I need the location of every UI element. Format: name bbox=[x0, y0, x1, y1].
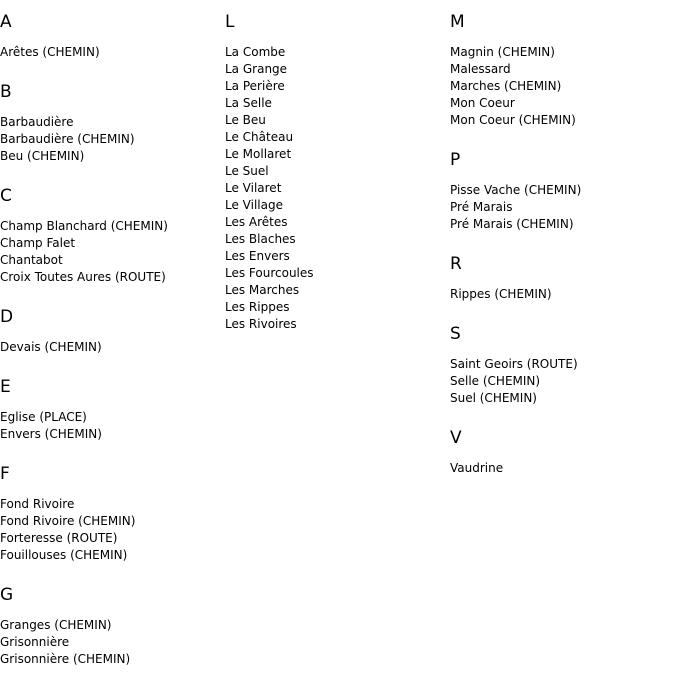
street-entry[interactable]: Le Vilaret bbox=[225, 181, 282, 195]
letter-group bbox=[0, 183, 225, 286]
street-entry[interactable]: Forteresse (ROUTE) bbox=[0, 531, 118, 545]
letter-group bbox=[225, 9, 450, 333]
letter-group bbox=[0, 374, 225, 443]
letter-heading: B bbox=[0, 82, 12, 102]
letter-heading: M bbox=[450, 12, 465, 32]
letter-group bbox=[450, 9, 675, 129]
street-entry[interactable]: Champ Falet bbox=[0, 236, 76, 250]
street-entry[interactable]: Malessard bbox=[450, 62, 511, 76]
letter-group bbox=[0, 9, 225, 61]
letter-heading: C bbox=[0, 186, 12, 206]
street-entry[interactable]: Barbaudière (CHEMIN) bbox=[0, 132, 135, 146]
street-entry[interactable]: Fouillouses (CHEMIN) bbox=[0, 548, 128, 562]
index-column-1 bbox=[0, 9, 225, 686]
street-entry[interactable]: Grisonnière bbox=[0, 635, 70, 649]
street-entry[interactable]: Le Château bbox=[225, 130, 294, 144]
street-entry[interactable]: Les Rivoires bbox=[225, 317, 297, 331]
index-column-2 bbox=[225, 9, 450, 351]
letter-heading: P bbox=[450, 150, 461, 170]
letter-heading: F bbox=[0, 464, 10, 484]
letter-heading: V bbox=[450, 428, 462, 448]
street-entry[interactable]: Arêtes (CHEMIN) bbox=[0, 45, 100, 59]
street-entry[interactable]: Croix Toutes Aures (ROUTE) bbox=[0, 270, 166, 284]
street-entry[interactable]: Mon Coeur (CHEMIN) bbox=[450, 113, 576, 127]
street-entry[interactable]: Selle (CHEMIN) bbox=[450, 374, 541, 388]
street-entry[interactable]: Les Arêtes bbox=[225, 215, 288, 229]
street-entry[interactable]: Les Marches bbox=[225, 283, 300, 297]
street-entry[interactable]: Vaudrine bbox=[450, 461, 504, 475]
street-entry[interactable]: Barbaudière bbox=[0, 115, 74, 129]
street-entry[interactable]: Eglise (PLACE) bbox=[0, 410, 87, 424]
street-entry[interactable]: La Combe bbox=[225, 45, 286, 59]
letter-group bbox=[0, 461, 225, 564]
letter-heading: A bbox=[0, 12, 12, 32]
letter-group bbox=[450, 321, 675, 407]
street-entry[interactable]: Granges (CHEMIN) bbox=[0, 618, 112, 632]
letter-heading: G bbox=[0, 585, 14, 605]
street-entry[interactable]: Fond Rivoire bbox=[0, 497, 75, 511]
street-entry[interactable]: Rippes (CHEMIN) bbox=[450, 287, 552, 301]
street-entry[interactable]: Les Rippes bbox=[225, 300, 290, 314]
letter-heading: S bbox=[450, 324, 461, 344]
street-entry[interactable]: Champ Blanchard (CHEMIN) bbox=[0, 219, 168, 233]
street-entry[interactable]: La Selle bbox=[225, 96, 272, 110]
street-entry[interactable]: Beu (CHEMIN) bbox=[0, 149, 85, 163]
letter-group bbox=[450, 425, 675, 477]
letter-group bbox=[0, 582, 225, 668]
street-entry[interactable]: Le Village bbox=[225, 198, 283, 212]
letter-group bbox=[450, 147, 675, 233]
street-entry[interactable]: Magnin (CHEMIN) bbox=[450, 45, 555, 59]
street-entry[interactable]: Suel (CHEMIN) bbox=[450, 391, 537, 405]
letter-group bbox=[0, 79, 225, 165]
street-entry[interactable]: La Grange bbox=[225, 62, 288, 76]
letter-heading: E bbox=[0, 377, 11, 397]
street-entry[interactable]: Saint Geoirs (ROUTE) bbox=[450, 357, 578, 371]
letter-heading: R bbox=[450, 254, 462, 274]
letter-group bbox=[450, 251, 675, 303]
street-entry[interactable]: Grisonnière (CHEMIN) bbox=[0, 652, 131, 666]
street-entry[interactable]: Les Fourcoules bbox=[225, 266, 314, 280]
street-entry[interactable]: Envers (CHEMIN) bbox=[0, 427, 102, 441]
street-entry[interactable]: Le Mollaret bbox=[225, 147, 292, 161]
letter-heading: D bbox=[0, 307, 14, 327]
street-entry[interactable]: Le Beu bbox=[225, 113, 266, 127]
street-entry[interactable]: Pré Marais (CHEMIN) bbox=[450, 217, 574, 231]
street-entry[interactable]: Chantabot bbox=[0, 253, 63, 267]
street-entry[interactable]: Pré Marais bbox=[450, 200, 513, 214]
street-entry[interactable]: Les Blaches bbox=[225, 232, 296, 246]
street-entry[interactable]: Marches (CHEMIN) bbox=[450, 79, 562, 93]
street-entry[interactable]: Fond Rivoire (CHEMIN) bbox=[0, 514, 136, 528]
letter-heading: L bbox=[225, 12, 235, 32]
street-entry[interactable]: Pisse Vache (CHEMIN) bbox=[450, 183, 582, 197]
index-column-3 bbox=[450, 9, 675, 495]
street-entry[interactable]: Le Suel bbox=[225, 164, 269, 178]
street-entry[interactable]: La Perière bbox=[225, 79, 285, 93]
street-entry[interactable]: Mon Coeur bbox=[450, 96, 515, 110]
letter-group bbox=[0, 304, 225, 356]
street-entry[interactable]: Devais (CHEMIN) bbox=[0, 340, 102, 354]
street-entry[interactable]: Les Envers bbox=[225, 249, 290, 263]
